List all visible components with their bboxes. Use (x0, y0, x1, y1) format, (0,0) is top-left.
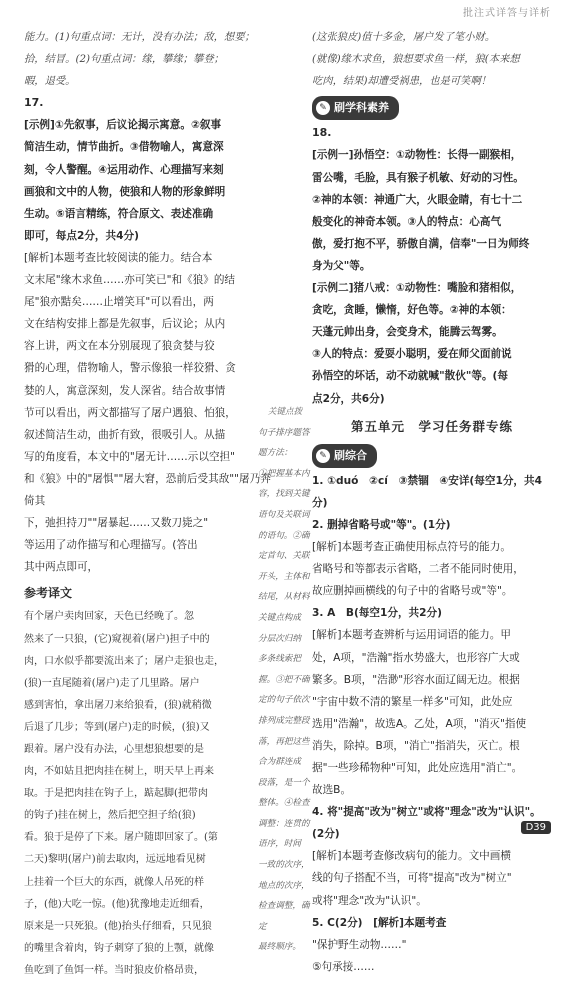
section-badge-subject (312, 96, 399, 120)
text-line: 雷公嘴，毛脸，具有猴子机敏、好动的习性。 (312, 171, 524, 184)
text-line: [示例]①先叙事，后议论揭示寓意。②叙事 (24, 119, 222, 132)
translation-line: 子，(他)大吃一惊。(他)犹豫地走近细看， (24, 898, 210, 910)
text-line: [解析]本题考查辨析与运用词语的能力。甲 (312, 629, 511, 642)
side-note-line: 关键点构成 (258, 612, 301, 623)
text-line: 消失，除掉。B项，"消亡"指消失，灭亡。根 (312, 739, 520, 752)
reference-translation (24, 606, 276, 982)
header-tagline: 批注式详答与详析 (463, 8, 551, 19)
badge-label: 刷学科素养 (334, 101, 389, 115)
text-line: 即可，每点2分，共4分) (24, 229, 139, 242)
text-line: "保护野生动物……" (312, 938, 407, 951)
q3-analysis (312, 624, 552, 801)
translation-line: 后退了几步；等到(屠户)走的时候，(狼)又 (24, 721, 210, 733)
translation-line: 二天)黎明(屠户)前去取肉，远远地看见树 (24, 854, 206, 866)
q4-answer: 4. 将"提高"改为"树立"或将"理念"改为"认识"。(2分) (312, 806, 541, 841)
text-line: 下，弛担持刀""屠暴起……又数刀毙之" (24, 517, 209, 530)
text-line: 身为父"等。 (312, 259, 371, 272)
text-line: 或将"理念"改为"认识"。 (312, 894, 427, 907)
q2-answer: 2. 删掉省略号或"等"。(1分) (312, 518, 451, 531)
q3-answer: 3. A B(每空1分，共2分) (312, 607, 442, 620)
text-line: 婪的人，寓意深刻，发人深省。结合故事情 (24, 384, 226, 397)
text-line: 选用"浩瀚"，故选A。乙处，A项，"消灭"指使 (312, 717, 527, 730)
translation-continuation (312, 26, 552, 92)
text-line: 故选B。 (312, 784, 352, 797)
text-line: 点2分，共6分) (312, 392, 385, 405)
text-line: 线的句子搭配不当，可将"提高"改为"树立" (312, 872, 512, 885)
text-line: "宇宙中数不清的繁星一样多"可知，此处应 (312, 695, 513, 708)
translation-line: 然来了一只狼，(它)窥视着(屠户)担子中的 (24, 633, 210, 645)
side-note-line: 整体。④检查 (258, 798, 310, 809)
pen-icon: ✎ (316, 449, 330, 463)
text-line: 等运用了动作描写和心理描写。(答出 (24, 539, 198, 552)
translation-line: 肉，口水似乎都要流出来了；屠户走狼也走， (24, 655, 224, 667)
left-intro-paragraph: 能力。(1)句重点词：无计，没有办法；敌，想要； 拾，结冒。(2)句重点词：缘，攀缘；攀登； 暇，退受。 (24, 31, 255, 88)
translation-line: 上挂着一个巨大的东西，就像人吊死的样 (24, 876, 204, 888)
side-note-line: 的语句。②确 (258, 530, 310, 541)
side-note-line: 分层次归纳 (258, 633, 301, 644)
q17-answer (24, 114, 276, 247)
text-line: 省略号和等都表示省略，二者不能同时使用， (312, 563, 524, 576)
text-line: 般变化的神奇本领。③人的特点：心高气 (312, 215, 502, 228)
text-line: 繁多。B项，"浩渺"形容水面辽阔无边。根据 (312, 673, 520, 686)
text-line: [示例二]猪八戒：①动物性：嘴脸和猪相似， (312, 282, 522, 295)
side-note-line: 多条线索把 (258, 654, 301, 665)
pen-icon: ✎ (316, 101, 330, 115)
translation-line: 的嘴里含着肉，钩子刺穿了狼的上颚，就像 (24, 942, 214, 954)
translation-line: 有个屠户卖肉回家，天色已经晚了。忽 (24, 611, 194, 623)
q1-answer: 1. ①duó ②cí ③禁锢 ④安详(每空1分，共4分) (312, 474, 542, 509)
text-line: 故应删掉画横线的句子中的省略号或"等"。 (312, 585, 513, 598)
text-line: 文末尾"缘木求鱼……亦可笑已"和《狼》的结 (24, 274, 236, 287)
side-note-line: 结尾，从材料 (258, 592, 310, 603)
text-line: 其中两点即可， (24, 561, 99, 574)
side-note-line: 题方法： (258, 448, 293, 459)
side-note-line: 最终顺序。 (258, 942, 301, 953)
side-note (258, 402, 312, 958)
text-line: 据"一些珍稀物种"可知，此处应选用"消亡"。 (312, 762, 523, 774)
side-note-line: 容，找到关键 (258, 489, 310, 500)
translation-line: 原来是一只死狼。(他)抬头仔细看，只见狼 (24, 920, 212, 932)
text-line: 叙述简洁生动，曲折有致，很吸引人。从描 (24, 428, 226, 441)
text-line: 生动。⑤语言精练，符合原文、表述准确 (24, 207, 214, 220)
side-note-line: 检查调整，确定 (258, 901, 310, 932)
section-badge-comprehensive (312, 444, 377, 468)
left-column (24, 26, 276, 982)
side-note-line: 句子排序题答 (258, 427, 310, 438)
q5-analysis (312, 934, 552, 978)
side-note-line: ①把握基本内 (258, 468, 310, 479)
translation-line: 肉，不如姑且把肉挂在树上，明天早上再来 (24, 766, 214, 778)
unit-title: 第五单元 学习任务群专练 (350, 418, 513, 434)
text-line: 文在结构安排上都是先叙事，后议论；从内 (24, 318, 226, 331)
text-line: 尾"狼亦黠矣……止增笑耳"可以看出，两 (24, 296, 214, 309)
text-line: 天蓬元帅出身，会变身术，能腾云驾雾。 (312, 326, 503, 339)
text-line: 傲，爱打抱不平，骄傲自满，信奉"一日为师终 (312, 237, 530, 250)
text-line: 写的角度看，本文中的"屠无计……示以空担" (24, 450, 236, 463)
translation-line: 跟着。屠户没有办法，心里想狼想要的是 (24, 744, 204, 755)
side-note-line: 定的句子依次 (258, 695, 310, 706)
q18-answer (312, 144, 552, 409)
right-column (312, 26, 552, 978)
q17-block (24, 92, 276, 114)
text-line: [解析]本题考查比较阅读的能力。结合本 (24, 251, 213, 264)
side-note-line: 合为群连成 (258, 757, 301, 768)
side-note-line: 握。③把不确 (258, 674, 310, 685)
text-line: (这张狼皮)值十多金，屠户发了笔小财。 (312, 31, 496, 43)
side-note-body (258, 423, 312, 958)
side-note-line: 一致的次序， (258, 860, 310, 871)
text-line: 和《狼》中的"屠惧""屠大窘，恐前后受其敌""屠乃奔倚其 (24, 472, 271, 507)
side-note-line: 开头，主体和 (258, 571, 310, 582)
reference-translation-title: 参考译文 (24, 586, 73, 601)
text-line: 节可以看出，两文都描写了屠户遇狼、怕狼， (24, 406, 236, 419)
side-note-line: 调整：连贯的 (258, 818, 310, 829)
text-line: 吃肉，结果)却遭受祸患，也是可笑啊！ (312, 75, 492, 88)
text-line: 刻，令人警醒。④运用动作、心理描写来刻 (24, 163, 224, 176)
translation-line: 取。于是把肉挂在钩子上，踮起脚(把带肉 (24, 788, 208, 800)
side-note-line: 段落，是一个 (258, 777, 310, 788)
side-note-line: 排列成完整段 (258, 715, 310, 726)
q17-analysis (24, 247, 276, 578)
side-note-head: 关键点拨 (267, 407, 303, 417)
side-note-line: 定首句、关联 (258, 551, 310, 562)
text-line: [示例一]孙悟空：①动物性：长得一副猴相， (312, 149, 522, 162)
side-note-line: 语序，时间 (258, 839, 301, 850)
translation-line: 看。狼于是停了下来。屠户随即回家了。(第 (24, 832, 218, 844)
translation-line: 的钩子)挂在树上，然后把空担子给(狼) (24, 810, 196, 822)
text-line: (就像)缘木求鱼，狼想要求鱼一样，狼(本来想 (312, 53, 520, 66)
translation-line: 鱼吃到了鱼饵一样。当时狼皮价格昂贵， (24, 964, 204, 976)
translation-line: (狼)一直尾随着(屠户)走了几里路。屠户 (24, 677, 200, 689)
text-line: ②神的本领：神通广大，火眼金睛，有七十二 (312, 193, 523, 206)
text-line: 贪吃，贪睡，懒惰，好色等。②神的本领： (312, 304, 512, 317)
q2-analysis (312, 536, 552, 602)
text-line: 处，A项，"浩瀚"指水势盛大，也形容广大或 (312, 651, 520, 664)
text-line: [解析]本题考查正确使用标点符号的能力。 (312, 541, 511, 554)
q17-number: 17. (24, 96, 44, 110)
side-note-line: 地点的次序， (258, 880, 310, 891)
text-line: 猾的心理，借物喻人，警示像狼一样狡猾、贪 (24, 362, 236, 375)
text-line: 画狼和文中的人物，使狼和人物的形象鲜明 (24, 185, 226, 198)
side-note-line: 落，再把这些 (258, 736, 310, 747)
q18-number: 18. (312, 126, 332, 140)
side-note-line: 语句及关联词 (258, 509, 310, 520)
text-line: 容上讲，两文在本分别展现了狼贪婪与狡 (24, 340, 215, 353)
text-line: 孙悟空的坏话，动不动就喊"散伙"等。(每 (312, 370, 508, 383)
q5-answer: 5. C(2分) [解析]本题考查 (312, 916, 447, 929)
badge-label: 刷综合 (334, 448, 367, 462)
page-number: D39 (521, 821, 551, 834)
text-line: ③人的特点：爱耍小聪明，爱在师父面前说 (312, 348, 512, 361)
q4-analysis (312, 845, 552, 911)
text-line: ⑤句承接…… (312, 960, 375, 973)
text-line: 简洁生动，情节曲折。③借物喻人，寓意深 (24, 141, 224, 154)
translation-line: 感到害怕，拿出屠刀来给狼看，(狼)就稍微 (24, 699, 212, 711)
text-line: [解析]本题考查修改病句的能力。文中画横 (312, 850, 511, 863)
